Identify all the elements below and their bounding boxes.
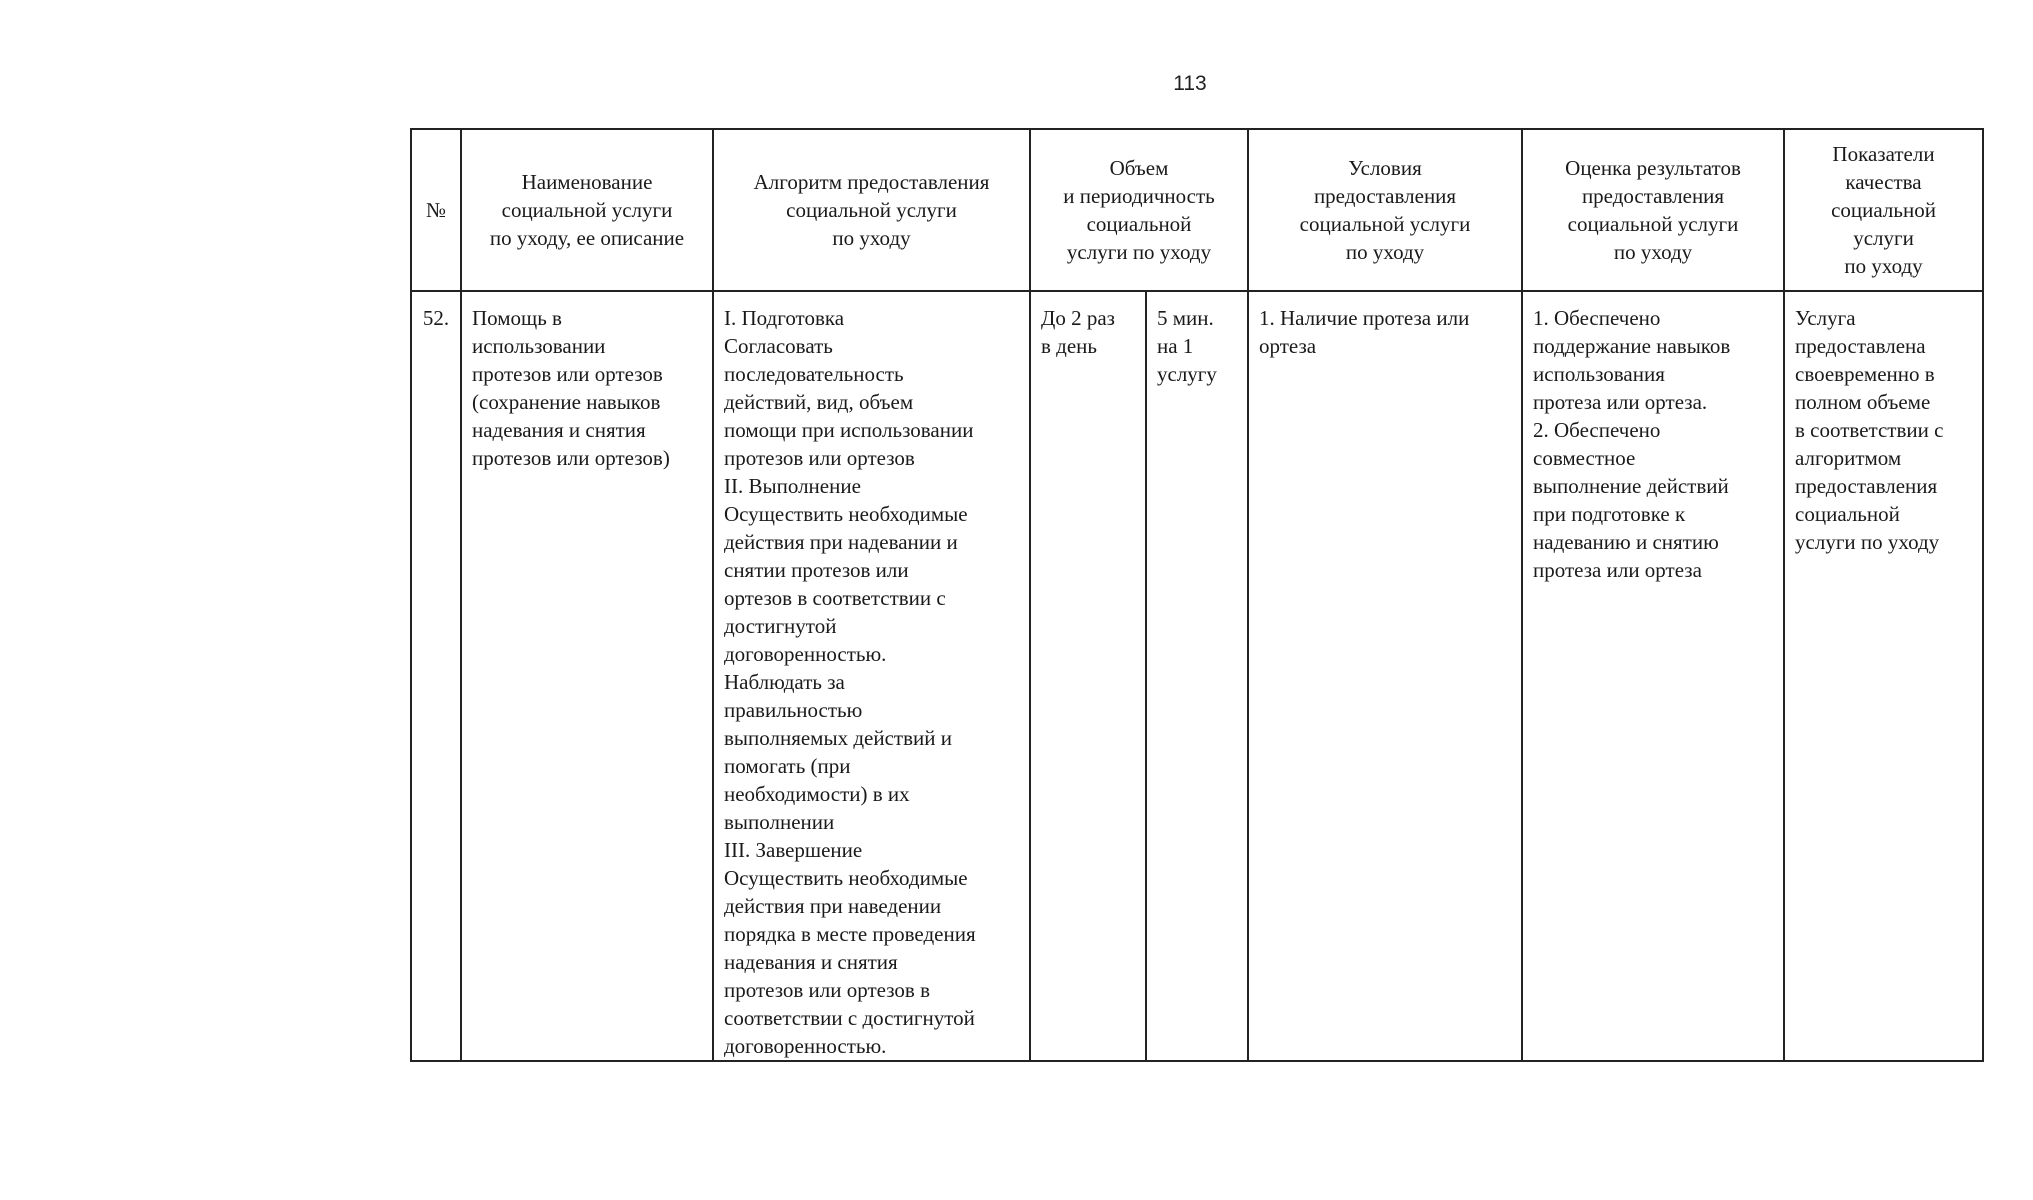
- header-number: №: [411, 129, 461, 291]
- header-quality-indicators: Показатели качества социальной услуги по уходу: [1784, 129, 1983, 291]
- header-service-name: Наименование социальной услуги по уходу, ее описание: [461, 129, 713, 291]
- social-services-table: [410, 128, 1984, 1062]
- table-row: [411, 291, 1983, 1061]
- row-quality-indicators: Услуга предоставлена своевременно в полном объеме в соответствии с алгоритмом предоставления социальной услуги по уходу: [1784, 291, 1983, 1061]
- row-frequency: 5 мин. на 1 услугу: [1146, 291, 1248, 1061]
- header-conditions: Условия предоставления социальной услуги по уходу: [1248, 129, 1522, 291]
- row-results-evaluation: 1. Обеспечено поддержание навыков использования протеза или ортеза. 2. Обеспечено совместное выполнение действий при подготовке к надеванию и снятию протеза или ортеза: [1522, 291, 1784, 1061]
- row-algorithm: I. Подготовка Согласовать последовательность действий, вид, объем помощи при использовании протезов или ортезов II. Выполнение Осуществить необходимые действия при надевании и снятии протезов или ортезов в соответствии с достигнутой договоренностью. Наблюдать за правильностью выполняемых действий и помогать (при необходимости) в их выполнении III. Завершение Осуществить необходимые действия при наведении порядка в месте проведения надевания и снятия протезов или ортезов в соответствии с достигнутой договоренностью.: [713, 291, 1030, 1061]
- header-volume-frequency: Объем и периодичность социальной услуги по уходу: [1030, 129, 1248, 291]
- row-volume: До 2 раз в день: [1030, 291, 1146, 1061]
- row-conditions: 1. Наличие протеза или ортеза: [1248, 291, 1522, 1061]
- header-algorithm: Алгоритм предоставления социальной услуги по уходу: [713, 129, 1030, 291]
- table-header-row: [411, 129, 1983, 291]
- page-number: 113: [1173, 72, 1207, 95]
- header-results-evaluation: Оценка результатов предоставления социальной услуги по уходу: [1522, 129, 1784, 291]
- row-number: 52.: [411, 291, 461, 1061]
- row-service-name: Помощь в использовании протезов или ортезов (сохранение навыков надевания и снятия протезов или ортезов): [461, 291, 713, 1061]
